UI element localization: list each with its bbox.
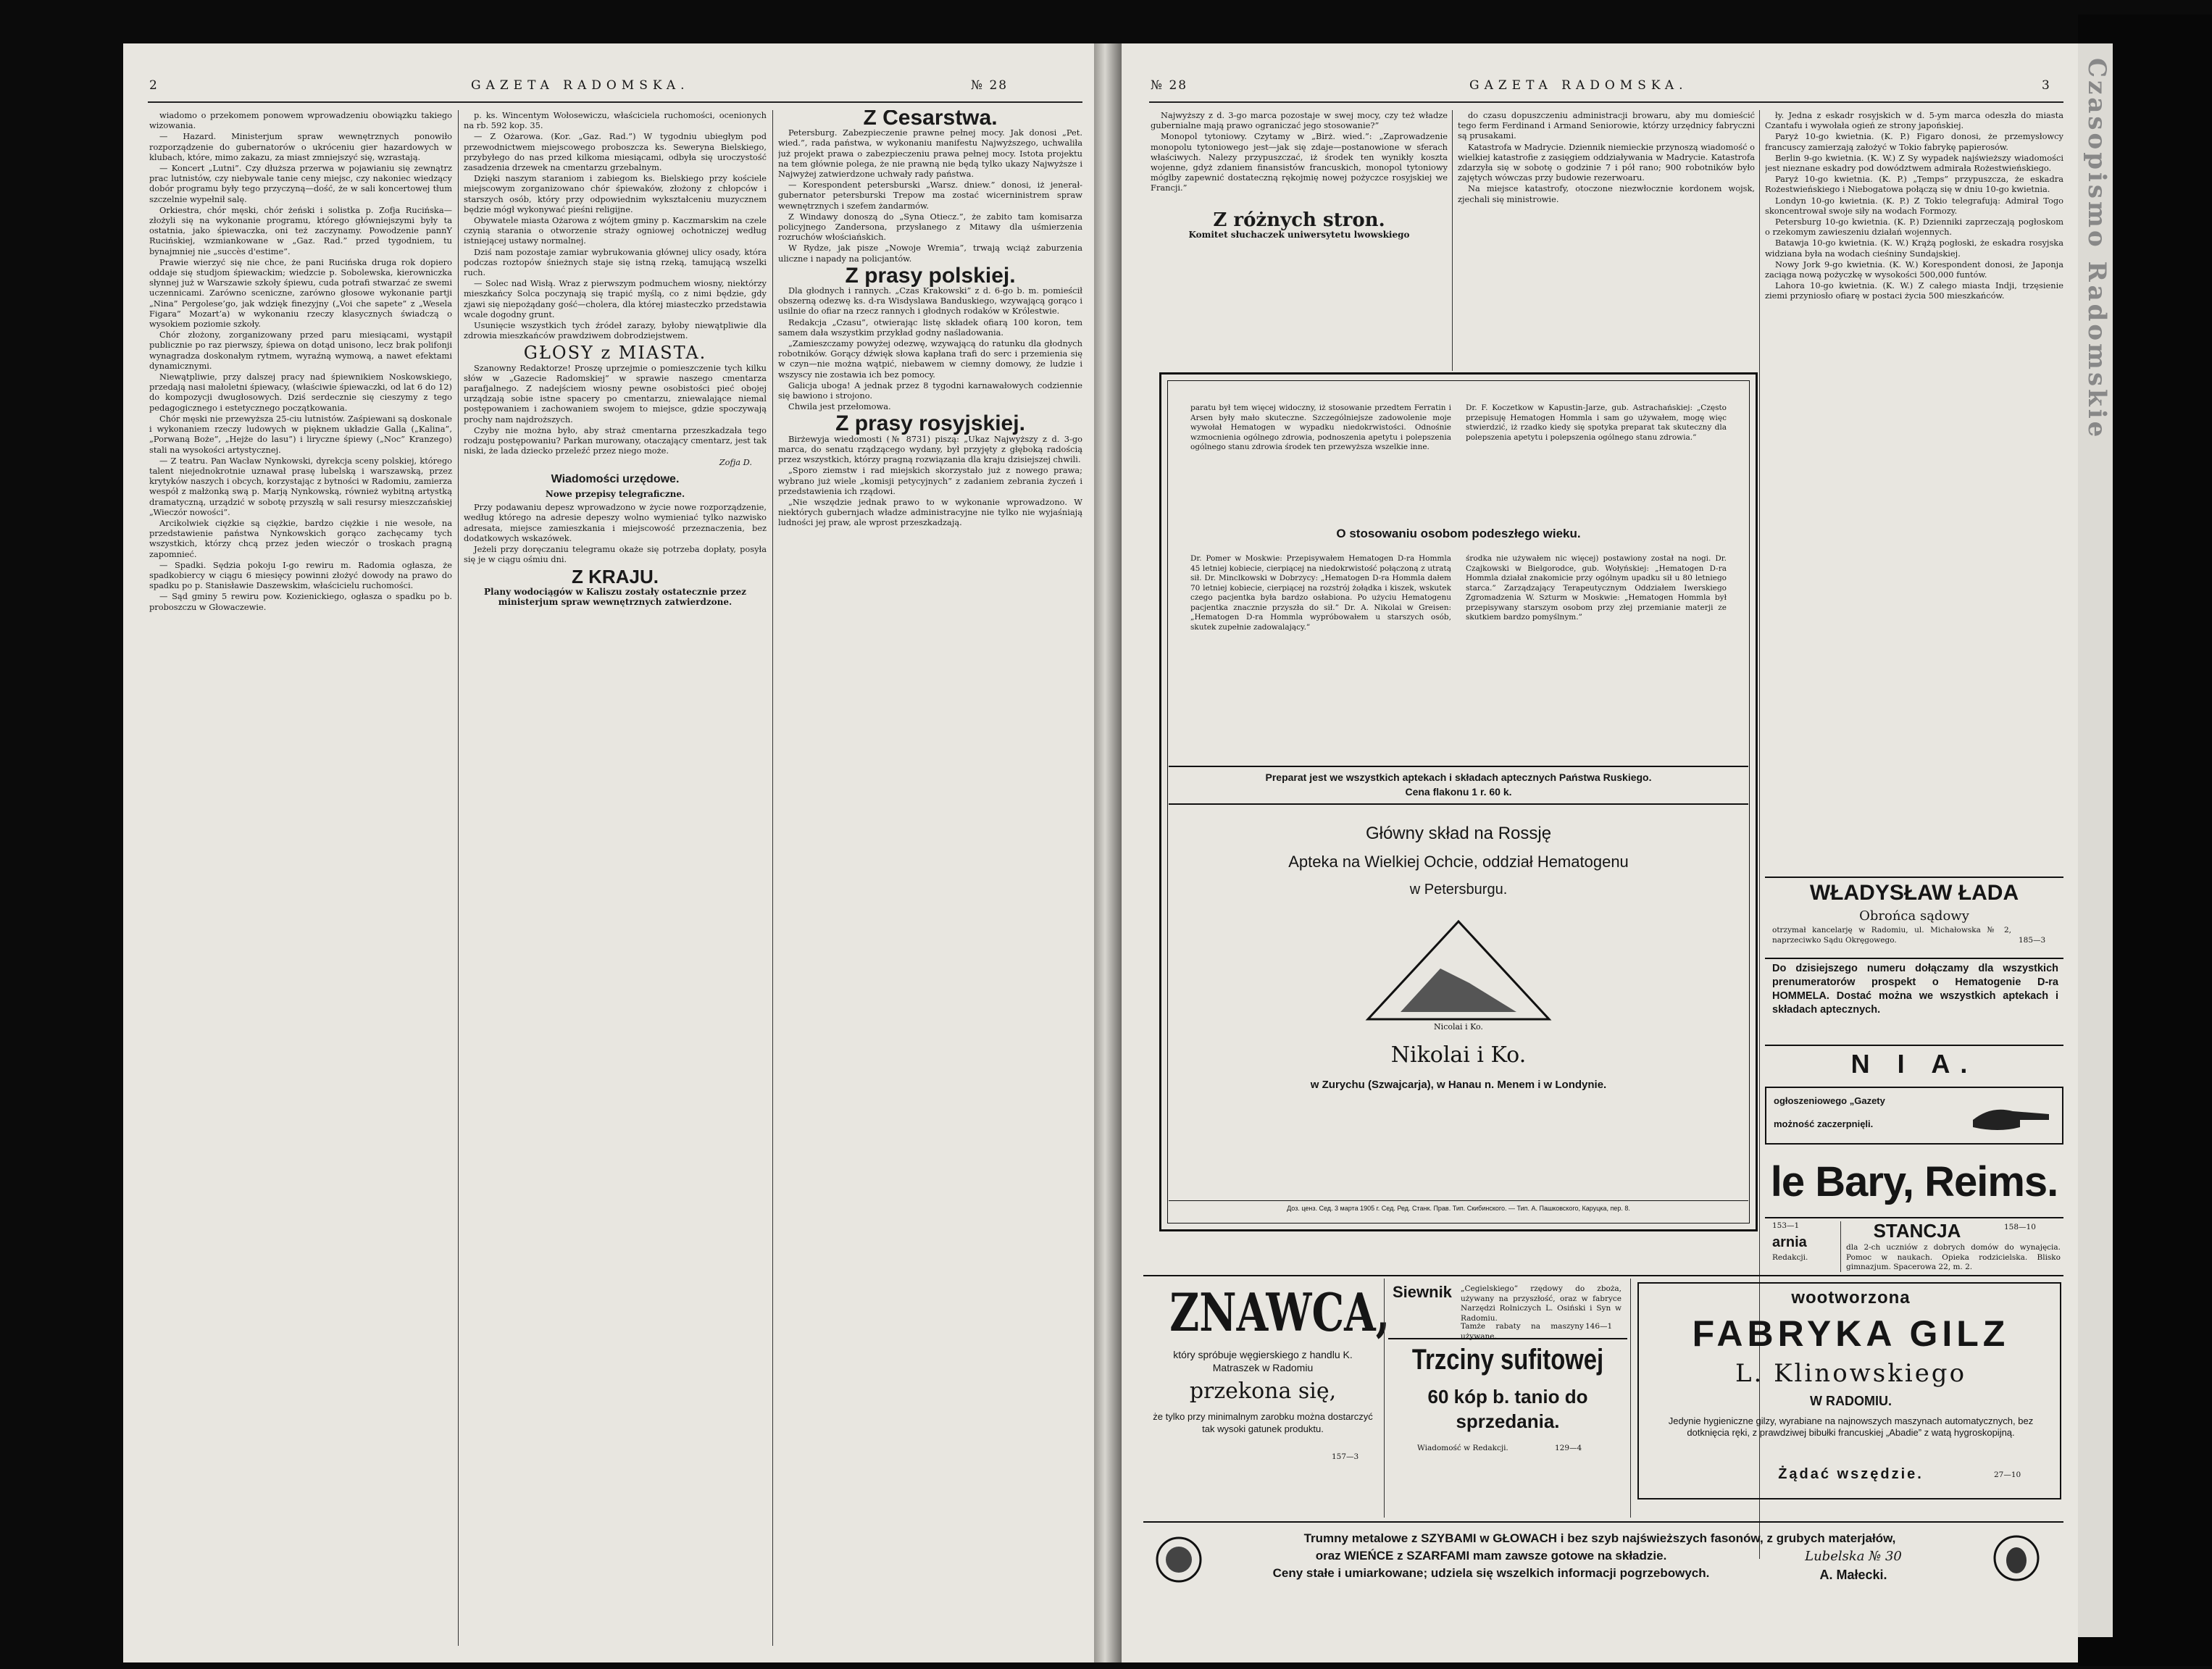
right-column-ads [1765, 877, 2063, 1311]
trzciny-info: Wiadomość w Redakcji. [1417, 1444, 1508, 1452]
right-page [1122, 43, 2078, 1662]
paragraph: Dzięki naszym staraniom i zabiegom ks. Bielskiego przy kościele miejscowym zorganizowano chór śpiewaków, złożony z chłopców i starszych osób, który przy odpowiednim wykształceniu muzycznem będzie mógł wykonywać pieśni religijne. [464, 173, 767, 214]
ad-text-left: Dr. Pomer w Moskwie: Przepisywałem Hematogen D-ra Hommla 45 letniej kobiecie, cierpiącej na niedokrwistość połączoną z utratą sił. Dr. Minclkowski w Dobrzycy: „Hematogen D-ra Hommla dałem 70 letniej kobiecie, cierpiącej na rozstrój żołądka i kiszek, wskutek czego pacjentka była bardzo osłabiona. Po użyciu Hematogenu pacjentka znacznie przyszła do sił.” Dr. A. Nikolai w Greisen: „Hematogen D-ra Hommla wypróbowałem u starszych osób, skutek zupełnie zadowalający.” [1190, 554, 1451, 632]
paragraph: Najwyższy z d. 3-go marca pozostaje w swej mocy, czy też władze gubernialne mają prawo ograniczać jego stosowanie?” [1151, 110, 1448, 131]
ad-availability: Preparat jest we wszystkich aptekach i składach aptecznych Państwa Ruskiego. [1265, 771, 1652, 783]
paragraph: — Hazard. Ministerjum spraw wewnętrznych ponowiło rozporządzenie do gubernatorów o ukróceniu gier hazardowych w klubach, które, mimo zakazu, za miast zmniejszyć się, wzrastają. [149, 131, 452, 162]
znawca-ad [1143, 1279, 1390, 1496]
paragraph: Orkiestra, chór męski, chór żeński i solistka p. Zofja Rucińska—złożyli się na wykonanie programu, którego główniejszymi były ta ostatnia, jako śpiewaczka, oni też zaczynamy. Powodzenie pannY Rucińskiej, wzmiankowane w „Gaz. Rad.” przed tygodniem, tu bynajmniej nie „succès d'estime”. [149, 204, 452, 256]
ad-text-top-right: Dr. F. Koczetkow w Kapustin-Jarze, gub. Astrachańskiej: „Często przepisuję Hematogen Hommla i sam go używałem, mogę więc stwierdzić, iż rzadko kiedy się spotyka preparat tak skuteczny dla polepszenia apetytu i polepszenia ogólnego stanu zdrowia.” [1466, 403, 1727, 442]
medal-icon [1153, 1534, 1204, 1585]
paragraph: Dla głodnych i rannych. „Czas Krakowski” z d. 6-go b. m. pomieścił obszerną odezwę ks. d-ra Wisdyslawa Banduskiego, wzywającą gorąco i usilnie do ofiar na rzecz rannych i głodnych rodaków w Królestwie. [778, 285, 1082, 317]
paragraph: Szanowny Redaktorze! Proszę uprzejmie o pomieszczenie tych kilku słów w „Gazecie Radomskiej” w sprawie naszego cmentarza parafjalnego. Z nadejściem wiosny pewne osobistości pieć obojej urządzają sobie istne spacery po cmentarzu, zniewalające niemal postępowaniem i zachowaniem swojem to miejsce, gdzie spoczywają prochy nam najdroższych. [464, 362, 767, 424]
margin-strip-text: Czasopismo Radomskie [2082, 58, 2111, 440]
paragraph: wiadomo o przekomem ponowem wprowadzeniu obowiązku takiego wizowania. [149, 110, 452, 131]
paragraph: Berlin 9-go kwietnia. (K. W.) Z Sy wypadek najświeższy wiadomości jest nieznane eskadry pod dowództwem admirała Rożestwieńskiego. [1765, 152, 2063, 174]
ad-divider [1388, 1338, 1627, 1339]
paragraph: Jeżeli przy doręczaniu telegramu okaże się potrzeba dopłaty, posyła się je w ciągu ośmiu dni. [464, 543, 767, 565]
znawca-text: który spróbuje węgierskiego z handlu K. Matraszek w Radomiu [1173, 1349, 1353, 1373]
pointing-hand-icon [1969, 1098, 2056, 1134]
fabryka-code: 27—10 [1994, 1471, 2021, 1479]
hematogen-advertisement [1159, 372, 1758, 1231]
paragraph: Arcikolwiek ciężkie są ciężkie, bardzo ciężkie i nie wesołe, na przedstawienie państwa Nynkowskich gorąco zachęcamy tych wszystkich, którzy chcą przez jeden wieczór o troskach pragną zapomnieć. [149, 517, 452, 559]
trumny-signature: A. Małecki. [1819, 1568, 1887, 1582]
paragraph: — Sąd gminy 5 rewiru pow. Kozienickiego, ogłasza o spadku po b. proboszczu w Głowaczewie. [149, 591, 452, 612]
trumny-line-1: Trumny metalowe z SZYBAMI w GŁOWACH i bez szyb najświeższych fasonów, z grubych materjałów, [1303, 1531, 1896, 1545]
trumny-line-2: oraz WIEŃCE z SZARFAMI mam zawsze gotowe na składzie. [1315, 1549, 1667, 1563]
column-2 [1458, 110, 1755, 371]
paragraph: Obywatele miasta Ożarowa z wójtem gminy p. Kaczmarskim na czele czynią starania o otworzenie straży ogniowej ochotniczej według istniejącej ustawy normalnej. [464, 215, 767, 246]
siewnik-text: „Cegielskiego” rzędowy do zboża, używany na przyszłość, oraz w fabryce Narzędzi Rolniczych L. Osiński i Syn w Radomiu. [1461, 1284, 1622, 1323]
paragraph: ły. Jedna z eskadr rosyjskich w d. 5-ym marca odeszła do miasta Czantafu i wywołała ogień ze strony japońskiej. [1765, 110, 2063, 131]
fabryka-city: W RADOMIU. [1810, 1394, 1892, 1408]
stancja-left-word: arnia [1772, 1234, 1807, 1250]
paragraph: Lahora 10-go kwietnia. (K. W.) Z całego miasta Indji, trzęsienie ziemi przyniosło ofiarę w postaci życia 500 mieszkańców. [1765, 280, 2063, 301]
paragraph: Chwila jest przełomowa. [788, 401, 891, 412]
paragraph: Chór męski nie przewyższa 25-ciu lutnistów. Zaśpiewani są doskonale i wykonaniem rzeczy ludowych w pięknem układzie Galla („Kalina”, „Porwaną Boże”, „Hejże do lasu”) i liryczne śpiewy („Noc” Kranzego) stali na wysokości artystycznej. [149, 413, 452, 455]
column-divider [772, 110, 773, 1646]
siewnik-code: 146—1 [1585, 1322, 1613, 1331]
column-1 [1151, 110, 1448, 371]
fabryka-slogan: Żądać wszędzie. [1778, 1466, 1924, 1482]
paragraph: Paryż 10-go kwietnia. (K. P.) Figaro donosi, że przemysłowcy francuscy zamierzają założyć w Tokio fabrykę papierosów. [1765, 131, 2063, 152]
trzciny-line: 60 kóp b. tanio do [1427, 1386, 1588, 1407]
column-divider [458, 110, 459, 1646]
paragraph: „Zamieszczamy powyżej odezwę, wzywającą do ratunku dla głodnych robotników. Gorący dźwięk słowa kapłana trafi do serc i przemienia się w czyn—nie można wątpić, niebawem w ciemny domowy, że ludzie i wszyscy nie zostawia ich bez pomocy. [778, 338, 1082, 380]
subheading: Komitet słuchaczek uniwersytetu lwowskiego [1188, 229, 1410, 240]
depot-line: Apteka na Wielkiej Ochcie, oddział Hematogenu [1288, 853, 1629, 871]
masthead-right: GAZETA RADOMSKA. [1469, 78, 1688, 93]
column-2 [464, 110, 767, 1653]
depot-city: w Petersburgu. [1409, 882, 1508, 898]
lada-title: Obrońca sądowy [1859, 908, 1969, 924]
ad-divider [1143, 1521, 2063, 1523]
stancja-code: 158—10 [2004, 1223, 2036, 1231]
siewnik-trzciny-ads [1388, 1279, 1627, 1518]
lada-code: 185—3 [2019, 936, 2046, 945]
section-heading-prasa-polska: Z prasy polskiej. [845, 263, 1016, 288]
portrait-medallion-icon [1991, 1533, 2042, 1584]
ad-divider [1765, 1217, 2063, 1218]
paragraph: Przy podawaniu depesz wprowadzono w życie nowe rozporządzenie, według którego na adresie depeszy wolno wymieniać tylko nazwisko adresata, miejsce zamieszkania i miejscowość przeznaczenia, bez dodatkowych wskazówek. [464, 502, 767, 543]
paragraph: p. ks. Wincentym Wołosewiczu, właściciela ruchomości, ocenionych na rb. 592 kop. 35. [464, 110, 767, 131]
ad-divider [1765, 1045, 2063, 1046]
firm-name: Nikolai i Ko. [1390, 1042, 1527, 1068]
fabryka-owner: L. Klinowskiego [1735, 1359, 1967, 1388]
paragraph: Prawie wierzyć się nie chce, że pani Rucińska druga rok dopiero oddaje się studjom śpiewackim; wiedzcie p. Sobolewska, kierowniczka słynnej już w Warszawie szkoły śpiewu, cuda potrafi stwarzać ze swemi uczennicami. Zarówno sceniczne, zarówno głosowe wykonanie partji „Nina” Pergolese’go, jak wdzięk finezyjny („Voi che sapete” z „Wesela Figara” Mozart’a) w wykonaniu rzeczy klasycznych świadczą o wysokiem poziomie szkoły. [149, 256, 452, 330]
header-rule [1149, 101, 2063, 103]
fabryka-heading: FABRYKA GILZ [1692, 1313, 2010, 1354]
section-heading-rozne: Z różnych stron. [1213, 209, 1385, 231]
trzciny-heading: Trzciny sufitowej [1411, 1344, 1604, 1376]
paragraph: „Sporo ziemstw i rad miejskich skorzystało już z nowego prawa; wybrano już wiele „komisji petycyjnych” z zadaniem zebrania życzeń i przedstawienia ich rządowi. [778, 465, 1082, 496]
stancja-text: dla 2-ch uczniów z dobrych domów do wynajęcia. Pomoc w naukach. Opieka rodzicielska. Blisko gimnazjum. Spacerowa 22, m. 2. [1846, 1243, 2061, 1271]
paragraph: Na miejsce katastrofy, otoczone niezwłocznie kordonem wojsk, zjechali się ministrowie. [1458, 183, 1755, 204]
issue-right: № 28 [1151, 78, 1188, 93]
bary-heading: le Bary, Reims. [1770, 1158, 2058, 1205]
censor-line: Доз. ценз. Сед. 3 марта 1905 г. Сед. Ред. Станк. Прав. Тип. Скибинского. — Тип. А. Пашковского, Каруцка, пер. 8. [1287, 1205, 1630, 1212]
left-page [123, 43, 1094, 1662]
page-number-left: 2 [149, 78, 162, 93]
paragraph: Redakcja „Czasu”, otwierając listę składek ofiarą 100 koron, tem samem dała wszystkim przykład godny naśladowania. [778, 317, 1082, 338]
book-edge [2078, 14, 2212, 1666]
znawca-heading: ZNAWCA, [1169, 1281, 1390, 1343]
ogloszeniowo-text: ogłoszeniowego „Gazety [1774, 1095, 1885, 1106]
stancja-left-redakcja: Redakcji. [1772, 1253, 1808, 1262]
paragraph: Katastrofa w Madrycie. Dziennik niemieckie przynoszą wiadomość o wielkiej katastrofie z zasięgiem oddziaływania w Madrycie. Katastrofa zdarzyła się w sobotę o godzinie 7 i pół rano; 900 robotników było zajętych wówczas przy budowie rezerwoaru. [1458, 141, 1755, 183]
paragraph: Dziś nam pozostaje zamiar wybrukowania głównej ulicy osady, która podczas roztopów śnieżnych staje się istną rzeką, tamującą wszelki ruch. [464, 246, 767, 278]
paragraph: do czasu dopuszczeniu administracji browaru, aby mu domieścić tego ferm Ferdinand i Armand Seniorowie, którzy urzędnicy fabryczni są prusakami. [1458, 110, 1755, 141]
paragraph: Londyn 10-go kwietnia. (K. P.) Z Tokio telegrafują: Admirał Togo skoncentrował swoje siły na wodach Formozy. [1765, 195, 2063, 216]
column-3 [1765, 110, 2063, 871]
paragraph: Birżewyja wiedomosti (№ 8731) piszą: „Ukaz Najwyższy z d. 3-go marca, do senatu rządzącego wydany, był przyjęty z głęboką radością przez wszystkich, którzy pragną rozwiązania dla kraju dzisiejszej chwili. [778, 433, 1082, 465]
letter-signature: Zofja D. [719, 456, 752, 467]
column-divider [1840, 1221, 1841, 1272]
header-rule [148, 101, 1082, 103]
lada-name: WŁADYSŁAW ŁADA [1809, 881, 2019, 905]
paragraph: Usunięcie wszystkich tych źródeł zarazy, byłoby niewątpliwie dla zdrowia mieszkańców prawdziwem dobrodziejstwem. [464, 320, 767, 341]
issue-left: № 28 [971, 78, 1009, 93]
nikolai-logo-icon [1361, 911, 1556, 1034]
ad-text-right: środka nie używałem nic więcej) postawiony został na nogi. Dr. Czajkowski w Bielgorodce, gub. Wołyńskiej: „Hematogen D-ra Hommla działał znakomicie przy ogólnym upadku sił u 80 letniego starca.” Zarządzający Terapeutycznym Oddziałem Iwerskiego Zgromadzenia W. Szturm w Moskwie: „Hematogen Hommla był przepisywany starszym osobom przy złej przemianie materji ze skutkiem bardzo pomyślnym.” [1466, 554, 1727, 622]
section-heading-urzedowe: Wiadomości urzędowe. [551, 472, 680, 485]
subheading: Nowe przepisy telegraficzne. [545, 488, 685, 499]
logo-caption: Nicolai i Ko. [1434, 1022, 1483, 1032]
paragraph: — Koncert „Lutni”. Czy dłuższa przerwa w pojawianiu się zewnątrz prac lutnistów, czy niebywale tanie ceny miejsc, czy nakoniec wiedzący dobór programu były tego przyczyną—dość, że w sali koncertowej tłum szczelnie wypełnił salę. [149, 163, 452, 204]
depot-title: Główny skład na Rossję [1365, 824, 1552, 843]
znawca-big: przekona się, [1189, 1379, 1337, 1404]
section-heading-kraj: Z KRAJU. [572, 566, 659, 588]
column-divider [1630, 1279, 1631, 1518]
lada-text: otrzymał kancelarję w Radomiu, ul. Michałowska № 2, naprzeciwko Sądu Okręgowego. [1772, 926, 2011, 945]
siewnik-title: Siewnik [1393, 1283, 1452, 1301]
trzciny-line: sprzedania. [1456, 1410, 1560, 1432]
paragraph: — Z Ożarowa. (Kor. „Gaz. Rad.”) W tygodniu ubiegłym pod przewodnictwem miejscowego proboszcza ks. Seweryna Bielskiego, przybyłego do nas przed kilkoma miesiącami, odbyła się uroczystość zasadzenia drzewek na cmentarzu grzebalnym. [464, 131, 767, 173]
subheading: Plany wodociągów w Kaliszu zostały ostatecznie przez ministerjum spraw wewnętrznych zatwierdzone. [484, 586, 746, 607]
ad-title: O stosowaniu osobom podeszłego wieku. [1336, 527, 1581, 540]
trumny-ad [1143, 1527, 2063, 1607]
fabryka-reopened: wootworzona [1791, 1288, 1911, 1308]
paragraph: Batawja 10-go kwietnia. (K. W.) Krążą pogłoski, że eskadra rosyjska widziana była na wodach cieśniny Sundajskiej. [1765, 238, 2063, 259]
fabryka-gilz-ad [1637, 1282, 2061, 1499]
column-1 [149, 110, 452, 1653]
paragraph: Monopol tytoniowy. Czytamy w „Birż. wied.”: „Zaprowadzenie monopolu tytoniowego jest—jak się zdaje—postanowione w sferach właściwych. Nalezy przypuszczać, iż środek ten wynikły koszta wojenne, gdyż zdaniem finansistów francuskich, monopol tytoniowy mógłby zapewnić dostateczną rękojmię nowej pożyczce rosyjskiej we Francji.” [1151, 131, 1448, 193]
trumny-address: Lubelska № 30 [1805, 1549, 1902, 1564]
pointing-hand-ad [1765, 1087, 2063, 1145]
paragraph: Galicja uboga! A jednak przez 8 tygodni karnawałowych codziennie się bawiono i strojono. [778, 380, 1082, 401]
zaczerpnij-text: możność zaczerpnięli. [1774, 1118, 1874, 1129]
section-heading-prasa-rosyjska: Z prasy rosyjskiej. [835, 411, 1025, 436]
column-divider [1384, 1279, 1385, 1518]
prospectus-notice: Do dzisiejszego numeru dołączamy dla wszystkich prenumeratorów prospekt o Hematogenie D-ra HOMMELA. Dostać można we wszystkich aptekach i składach aptecznych. [1772, 963, 2058, 1016]
column-3 [778, 110, 1082, 1653]
fabryka-text: Jedynie hygieniczne gilzy, wyrabiane na najnowszych maszynach automatycznych, bez dotknięcia ręki, z prawdziwej bibułki francuskiej „Abadie” z watą hygroskopijną. [1668, 1415, 2034, 1438]
trzciny-code: 129—4 [1555, 1444, 1582, 1452]
stancja-code-left: 153—1 [1772, 1221, 1800, 1230]
znawca-small: że tylko przy minimalnym zarobku można dostarczyć tak wysoki gatunek produktu. [1153, 1411, 1373, 1434]
ad-divider [1169, 766, 1748, 767]
ad-price: Cena flakonu 1 r. 60 k. [1405, 786, 1512, 798]
page-number-right: 3 [2042, 78, 2055, 93]
ad-text-top-left: paratu był tem więcej widoczny, iż stosowanie przedtem Ferratin i Arsen były mało skuteczne. Szczególniejsze zadowolenie moje wywołał Hematogen w wypadku niedokrwistości. Odnośnie wzmocnienia ogólnego zdrowia, podnoszenia apetytu i polepszenia ogólnego stanu zdrowia środek ten przewyższa wszelkie inne. [1190, 403, 1451, 451]
paragraph: Petersburg. Zabezpieczenie prawne pełnej mocy. Jak donosi „Pet. wied.”, rada państwa, w wykonaniu manifestu Najwyższego, uchwaliła już projekt prawa o zabezpieczeniu prawa pełnej mocy. Istota projektu na tem głównie polega, że nie prawną nie będą tylko ukazy Najwyższe i Najwyżej zatwierdzone uchwały rady państwa. [778, 127, 1082, 180]
masthead-left: GAZETA RADOMSKA. [471, 78, 690, 93]
ad-divider [1143, 1275, 2063, 1276]
paragraph: Paryż 10-go kwietnia. (K. P.) „Temps” przypuszcza, że eskadra Rożestwieńskiego i Niebogatowa połączą się w dniu 10-go kwietnia. [1765, 174, 2063, 195]
nia-heading: N I A. [1850, 1049, 1978, 1079]
ad-divider [1765, 958, 2063, 959]
paragraph: — Spadki. Sędzia pokoju I-go rewiru m. Radomia ogłasza, że spadkobiercy w ciągu 6 miesięcy powinni złożyć dowody na prawo do spadku po p. Stanisławie Daszewskim, właścicielu ruchomości. [149, 559, 452, 591]
stancja-title: STANCJA [1873, 1220, 1961, 1242]
paragraph: — Z teatru. Pan Wacław Nynkowski, dyrekcja sceny polskiej, którego talent niejednokrotnie uznawał prasę lubelską i warszawską, przez krytyków naszych i obcych, korzystając z bytności w Radomiu, zamierza wespół z małżonką swą p. Marją Nynkowską, również wybitną artystką dramatyczną, urządzić w sobotę przyszłą w sali resursy mieszczańskiej „Wieczór nowości”. [149, 455, 452, 517]
ad-divider [1765, 877, 2063, 878]
siewnik-note: Tamże rabaty na maszyny używane. [1461, 1322, 1584, 1341]
ad-divider [1169, 803, 1748, 805]
trumny-line-3: Ceny stałe i umiarkowane; udziela się wszelkich informacji pogrzebowych. [1272, 1566, 1710, 1580]
paragraph: — Solec nad Wisłą. Wraz z pierwszym podmuchem wiosny, niektórzy mieszkańcy Solca poczynają się trapić myślą, co z nimi będzie, gdy zjawi się niepożądany gość—cholera, dla której miasteczko przedstawia wcale dogodny grunt. [464, 278, 767, 319]
paragraph: Z Windawy donoszą do „Syna Otiecz.”, że zabito tam komisarza policyjnego Zandersona, przysłanego z Mitawy dla uśmierzenia rozruchów włościańskich. [778, 211, 1082, 243]
paragraph: — Korespondent petersburski „Warsz. dniew.” donosi, iż jenerał-gubernator petersburski Trepow ma zostać wicerninistrem spraw wewnętrznych i szefem żandarmów. [778, 180, 1082, 211]
firm-locations: w Zurychu (Szwajcarja), w Hanau n. Menem i w Londynie. [1310, 1079, 1607, 1091]
paragraph: Petersburg 10-go kwietnia. (K. P.) Dzienniki zaprzeczają pogłoskom o rzekomym zawieszeniu działań wojennych. [1765, 217, 2063, 238]
column-divider [1452, 110, 1453, 371]
ad-divider [1169, 1200, 1748, 1201]
paragraph: Chór złożony, zorganizowany przed paru miesiącami, wystąpił publicznie po raz pierwszy, śpiewa on dotąd unisono, lecz brak polifonji wynagradza doskonałym rytmem, wyraźną wymową, a nawet efektami dynamicznymi. [149, 330, 452, 371]
margin-strip [2078, 43, 2113, 1637]
section-heading-cesarstwa: Z Cesarstwa. [863, 110, 998, 130]
znawca-code: 157—3 [1332, 1452, 1359, 1461]
section-heading-glosy: GŁOSY z MIASTA. [523, 343, 707, 364]
paragraph: Nowy Jork 9-go kwietnia. (K. W.) Korespondent donosi, że Japonja zaciąga nową pożyczkę w wysokości 500,000 funtów. [1765, 259, 2063, 280]
paragraph: „Nie wszędzie jednak prawo to w wykonanie wprowadzono. W niektórych gubernjach władze administracyjne nie tylko nie wyjaśniają ludności jej praw, ale wprost przeszkadzają. [778, 496, 1082, 528]
paragraph: Niewątpliwie, przy dalszej pracy nad śpiewnikiem Noskowskiego, przedają nasi małoletni śpiewacy, (właściwie śpiewaczki, od lat 6 do 12) do kompozycji dwugłosowych. Dziś serdecznie się cieszymy z tego pedagogicznego i estetycznego początkowania. [149, 372, 452, 413]
book-spine [1094, 43, 1122, 1662]
paragraph: W Rydze, jak pisze „Nowoje Wremia”, trwają wciąż zaburzenia uliczne i napady na policjantów. [778, 243, 1082, 264]
paragraph: Czyby nie można było, aby straż cmentarna przeszkadzała tego rodzaju postępowaniu? Parkan murowany, otaczający cmentarz, jest tak niski, że lada dziecko przeleźć przez niego może. [464, 424, 767, 456]
